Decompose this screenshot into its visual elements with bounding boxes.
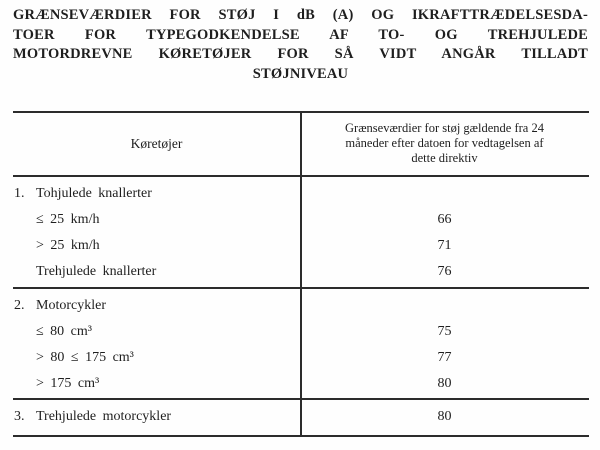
noise-limits-table xyxy=(13,111,589,437)
row-value: 80 xyxy=(437,376,452,391)
row-value: 71 xyxy=(437,238,452,253)
row-label: > 25 km/h xyxy=(36,238,100,253)
row-value: 66 xyxy=(437,212,452,227)
limits-header-line-1: Grænseværdier for støj gældende fra 24 xyxy=(345,121,544,135)
limits-column-header xyxy=(300,113,589,175)
title-line-4: STØJNIVEAU xyxy=(252,65,349,82)
row-value xyxy=(300,181,589,207)
row-label: ≤ 80 cm³ xyxy=(36,324,92,339)
row-number: 2. xyxy=(14,298,25,313)
limits-header-line-3: dette direktiv xyxy=(411,151,478,165)
title-line-3: MOTORDREVNE KØRETØJER FOR SÅ VIDT ANGÅR TILLADT xyxy=(13,46,588,62)
row-label: Trehjulede motorcykler xyxy=(36,409,172,424)
row-label: > 175 cm³ xyxy=(36,376,100,391)
row-label: > 80 ≤ 175 cm³ xyxy=(36,350,134,365)
row-value: 80 xyxy=(437,409,452,424)
row-label: Trehjulede knallerter xyxy=(36,264,157,279)
column-divider xyxy=(300,113,302,435)
row-value xyxy=(300,293,589,319)
row-label: ≤ 25 km/h xyxy=(36,212,100,227)
page-title xyxy=(13,6,588,84)
limits-header-line-2: måneder efter datoen for vedtagelsen af xyxy=(345,136,544,150)
row-label: Motorcykler xyxy=(36,298,106,313)
title-line-2: TOER FOR TYPEGODKENDELSE AF TO- OG TREHJULEDE xyxy=(13,26,588,43)
row-value: 77 xyxy=(437,350,452,365)
row-number: 3. xyxy=(14,409,25,424)
title-line-1: GRÆNSEVÆRDIER FOR STØJ I dB (A) OG IKRAFTTRÆDELSESDA- xyxy=(13,7,588,23)
row-number: 1. xyxy=(14,186,25,201)
vehicles-column-header: Køretøjer xyxy=(130,136,183,151)
row-value: 76 xyxy=(437,264,452,279)
row-label: Tohjulede knallerter xyxy=(36,186,152,201)
row-value: 75 xyxy=(437,324,452,339)
